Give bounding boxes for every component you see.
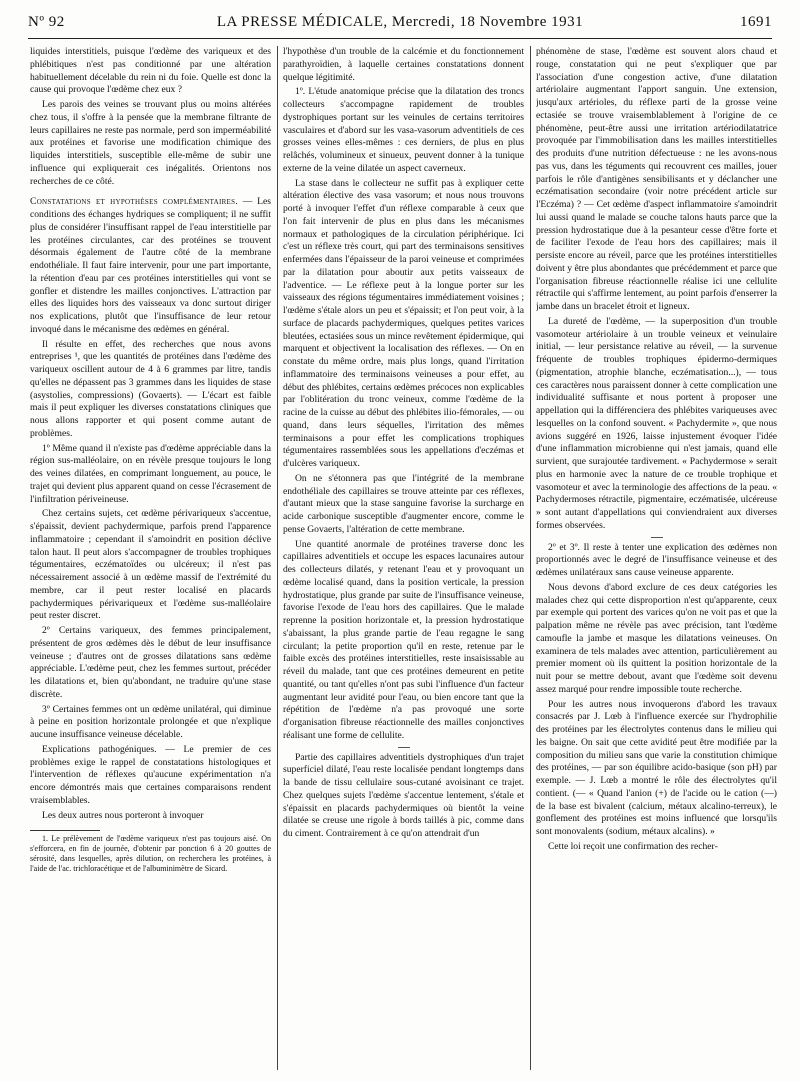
section-heading: Constatations et hypothèses complémentaires. <box>30 196 239 208</box>
paragraph: 2º et 3º. Il reste à tenter une explication des œdèmes non proportionnés avec le degré de l'insuffisance veineuse et des œdèmes unilatéraux sans cause veineuse apparente. <box>536 541 777 578</box>
separator-dash <box>398 747 410 748</box>
paragraph: Les parois des veines se trouvant plus ou moins altérées chez tous, il s'offre à la pensée que la membrane filtrante de leurs capillaires ne reste pas normale, perd son imperméabilité aux protéines et favorise une modification chimique des liquides interstitiels, susceptible elle-même de subir une influence qui expliquerait ces inégalités. Orientons nos recherches de ce côté. <box>30 99 271 187</box>
column-right <box>536 46 777 1076</box>
paragraph: Les deux autres nous porteront à invoquer <box>42 809 204 821</box>
paragraph: 2º Certains variqueux, des femmes principalement, présentent de gros œdèmes dès le début de leur insuffisance veineuse ; d'autres ont de grosses dilatations sans œdème appréciable. L'œdème peut, chez les femmes surtout, précéder les dilatations et, bien qu'abondant, ne traduire qu'une stase discrète. <box>30 625 271 700</box>
section-heading-paragraph <box>30 196 271 336</box>
journal-title: LA PRESSE MÉDICALE, Mercredi, 18 Novembre 1931 <box>216 14 584 30</box>
footnote: 1. Le prélèvement de l'œdème variqueux n'est pas toujours aisé. On s'efforcera, en fin de journée, d'obtenir par ponction 6 à 20 gouttes de sérosité, dans lesquelles, après dilution, on recherchera les protéines, à l'aide de l'ac. trichloracétique et de l'albuminimètre de Sicard. <box>30 834 271 874</box>
paragraph: Nous devons d'abord exclure de ces deux catégories les malades chez qui cette disproportion n'est qu'apparente, ceux par exemple qui portent des varices qu'on ne voit pas et que la palpation même ne révèle pas avec précision, tant l'œdème camoufle la jambe et masque les dilatations veineuses. On examinera de tels malades avec attention, particulièrement au premier moment où ils quittent la position horizontale de la nuit pour se mettre debout, avant que l'œdème soit devenu assez marqué pour rendre impossible toute recherche. <box>536 581 777 695</box>
column-middle <box>283 46 524 1076</box>
paragraph: Cette loi reçoit une confirmation des recher- <box>548 840 718 852</box>
column-divider <box>277 46 278 1070</box>
paragraph: Partie des capillaires adventitiels dystrophiques d'un trajet superficiel dilaté, l'eau reste localisée pendant longtemps dans la bande de tissu cellulaire sous-cutané avoisinant ce trajet. Chez quelques sujets l'œdème s'accentue lentement, s'étale et s'épaissit en placards pachydermiques où bientôt la veine dilatée se creuse une rigole à bords taillés à pic, comme dans du ciment. Contrairement à ce qu'on attendrait d'un <box>283 751 524 839</box>
page-header <box>28 14 772 34</box>
paragraph: — Les conditions des échanges hydriques se compliquent; il ne suffit plus de considérer l'insuffisant rappel de l'eau interstitielle par les protéines circulantes, car des protéines se trouvent désormais également de l'autre côté de la membrane endothéliale. Il faut faire intervenir, pour une part importante, la rétention d'eau par ces protéines interstitielles qui vont se gonfler et distendre les mailles conjonctives. L'attraction par elles des liquides hors des vaisseaux va donc surtout diriger nos explications, plutôt que l'insuffisance de leur retour invoqué dans le mécanisme des œdèmes en général. <box>30 196 271 335</box>
column-left <box>30 46 271 1076</box>
paragraph: 3º Certaines femmes ont un œdème unilatéral, qui diminue à peine en position horizontale prolongée et que n'explique aucune insuffisance veineuse décelable. <box>30 703 271 740</box>
paragraph: On ne s'étonnera pas que l'intégrité de la membrane endothéliale des capillaires se trouve atteinte par ces réflexes, d'autant mieux que la stase sanguine favorise la surcharge en acide carbonique susceptible d'augmenter encore, comme le pense Govaerts, l'altération de cette membrane. <box>283 472 524 535</box>
paragraph: phénomène de stase, l'œdème est souvent alors chaud et rouge, constatation qui ne peut s'expliquer que par l'association d'une congestion active, d'une dilatation artériolaire augmentant l'apport sanguin. Une extension, jusqu'aux artérioles, du réflexe parti de la grosse veine ectasiée se trouve vraisemblablement à l'origine de ce phénomène, peut-être aussi une irritation artériodilatatrice provoquée par l'immobilisation dans les mailles interstitielles des produits d'une nutrition défectueuse : ne les avons-nous pas vus, dans les téguments qui recouvrent ces mailles, jouer parfois le rôle d'antigènes sensibilisants et y déclancher une eczématisation secondaire (voir notre précédent article sur l'Eczéma) ? — Cet œdème d'aspect inflammatoire s'amoindrit lui aussi quand le malade se couche talons hauts parce que la pression hydrostatique due à la pesanteur cesse d'être forte et de faciliter l'exode de l'eau hors des capillaires; mais il persiste encore au réveil, parce que les protéines interstitielles doivent y être plus abondantes que précédemment et parce que l'organisation fibreuse réactionnelle réalise ici une cellulite rétractile qui s'affirme lentement, au point parfois d'enserrer la jambe dans un bracelet étroit et ligneux. <box>536 46 777 312</box>
header-rule <box>28 38 772 39</box>
paragraph: La dureté de l'œdème, — la superposition d'un trouble vasomoteur artériolaire à un trouble veineux et veinulaire initial, — leur persistance relative au réveil, — la survenue fréquente de troubles trophiques épidermo-dermiques (pigmentation, atrophie blanche, eczématisation...), — tous ces caractères nous paraissent donner à cette complication une individualité suffisante et nous portent à proposer une appellation qui la différenciera des phlébites variqueuses avec lesquelles on la confond souvent. « Pachydermite », que nous avions suggéré en 1926, laisse injustement évoquer l'idée d'une inflammation microbienne qui n'est jamais, quand elle survient, que surajoutée tardivement. « Pachydermose » serait plus en harmonie avec la nature de ce trouble trophique et vasomoteur et avec la terminologie des affections de la peau. « Pachydermoses rétractile, pigmentaire, eczématisée, ulcéreuse » sont autant d'appellations qui conviendraient aux diverses formes observées. <box>536 315 777 531</box>
column-divider <box>530 46 531 1070</box>
paragraph: liquides interstitiels, puisque l'œdème des variqueux et des phlébitiques n'est pas conditionné par une altération habituellement décelable du rein ni du foie. Quelle est donc la cause qui provoque l'œdème chez eux ? <box>30 46 271 96</box>
issue-number: Nº 92 <box>28 14 65 30</box>
paragraph: 1º Même quand il n'existe pas d'œdème appréciable dans la région sus-malléolaire, on en révèle presque toujours le long des veines dilatées, en comprimant longuement, au pouce, le trajet qui devient plus apparent quand on cesse l'écrasement de l'infiltration périveineuse. <box>30 442 271 505</box>
paragraph: Pour les autres nous invoquerons d'abord les travaux consacrés par J. Lœb à l'influence exercée sur l'hydrophilie des protéines par les électrolytes contenus dans le milieu qui les baigne. On sait que cette avidité peut être modifiée par la composition du milieu sans que varie la constitution chimique des protéines, — par son équilibre acido-basique (son pH) par exemple. — J. Lœb a montré le rôle des électrolytes qu'il contient. (— « Quand l'anion (+) de l'acide ou le cation (—) de la base est bivalent (calcium, métaux alcalino-terreux), le gonflement des protéines est moins influencé que lorsqu'ils sont monovalents (sodium, métaux alcalins). » <box>536 698 777 837</box>
paragraph: La stase dans le collecteur ne suffit pas à expliquer cette altération élective des vasa vasorum; et nous nous trouvons porté à invoquer l'effet d'un réflexe comparable à ceux que l'on fait intervenir de plus en plus dans les mécanismes normaux et pathologiques de la circulation périphérique. Ici c'est un réflexe très court, qui part des terminaisons sensitives enfermées dans l'épaisseur de la paroi veineuse et comprimées par la dilatation pour aboutir aux petits vaisseaux de l'adventice. — Le réflexe peut à la longue porter sur les vaisseaux des régions tégumentaires immédiatement voisines ; l'œdème s'étale alors un peu et s'épaissit; et l'on peut voir, à la surface de placards pachydermiques, quelques petites varices bleutées, ectasiées sous un mince revêtement épidermique, qui marquent et objectivent la localisation des réflexes. — On en constate du même ordre, mais plus longs, quand l'irritation inflammatoire des terminaisons veineuses a pour effet, au début des phlébites, certains œdèmes précoces non explicables par l'oblitération du tronc veineux, comme l'œdème de la racine de la cuisse au début des phlébites ilio-fémorales, — ou quand, dans leurs séquelles, l'irritation des mêmes terminaisons a pour effet les complications trophiques tégumentaires rassemblées sous les appellations d'eczémas et d'ulcères variqueux. <box>283 177 524 469</box>
separator-dash <box>651 537 663 538</box>
paragraph: 1º. L'étude anatomique précise que la dilatation des troncs collecteurs s'accompagne rapidement de troubles dystrophiques portant sur les veinules de certains territoires vasculaires et d'abord sur les vasa-vasorum adventitiels de ces grosses veines elles-mêmes : ces derniers, de plus en plus relâchés, volumineux et sinueux, peuvent donner à la tunique externe de la veine dilatée un aspect caverneux. <box>283 86 524 174</box>
paragraph-italic: Une quantité anormale de protéines traverse donc les capillaires adventitiels et occupe les espaces lacunaires autour des collecteurs dilatés, y retenant l'eau et y provoquant un œdème localisé quand, dans la position verticale, la pression hydrostatique, plus grande par suite de l'insuffisance veineuse, favorise l'exode de l'eau hors des capillaires. Que le malade reprenne la position horizontale et, la pression hydrostatique s'abaissant, la plus grande partie de l'eau regagne le sang circulant; la petite proportion qu'il en reste, retenue par le faible excès des protéines interstitielles, reste insaisissable au réveil du malade, tant que ces protéines demeurent en petite quantité, ou tant qu'elles n'ont pas subi l'influence d'un facteur augmentant leur avidité pour l'eau, ou bien encore tant que la répétition de l'œdème n'a pas provoqué une sorte d'organisation fibreuse réactionnelle des mailles conjonctives réalisant une forme de cellulite. <box>283 538 524 741</box>
footnote-rule <box>30 830 100 831</box>
page-number: 1691 <box>740 14 772 30</box>
paragraph: l'hypothèse d'un trouble de la calcémie et du fonctionnement parathyroïdien, à laquelle certaines constatations donnent quelque légitimité. <box>283 46 524 83</box>
paragraph: Il résulte en effet, des recherches que nous avons entreprises ¹, que les quantités de protéines dans l'œdème des variqueux oscillent autour de 4 à 6 grammes par litre, tandis qu'elles ne dépassent pas 3 grammes dans les liquides de stase (asystolies, compressions) (Govaerts). — L'écart est faible mais il peut expliquer les diverses constatations cliniques que nous allons rapporter et qui posent comme autant de problèmes. <box>30 338 271 439</box>
paragraph: Explications pathogéniques. — Le premier de ces problèmes exige le rappel de constatations histologiques et l'intervention de réflexes qu'aucune expérimentation n'a encore démontrés mais que certaines comparaisons rendent vraisemblables. <box>30 743 271 806</box>
paragraph: Chez certains sujets, cet œdème périvariqueux s'accentue, s'épaissit, devient pachydermique, parfois prend l'apparence inflammatoire ; cependant il s'amoindrit en position déclive talon haut. Il peut alors s'accompagner de troubles trophiques tégumentaires, eczématoïdes ou ulcéreux; il n'est pas nécessairement associé à un œdème massif de l'extrémité du membre, car il peut rester localisé en placards pachydermiques périvariqueux et l'œdème sus-malléolaire peut rester discret. <box>30 508 271 622</box>
